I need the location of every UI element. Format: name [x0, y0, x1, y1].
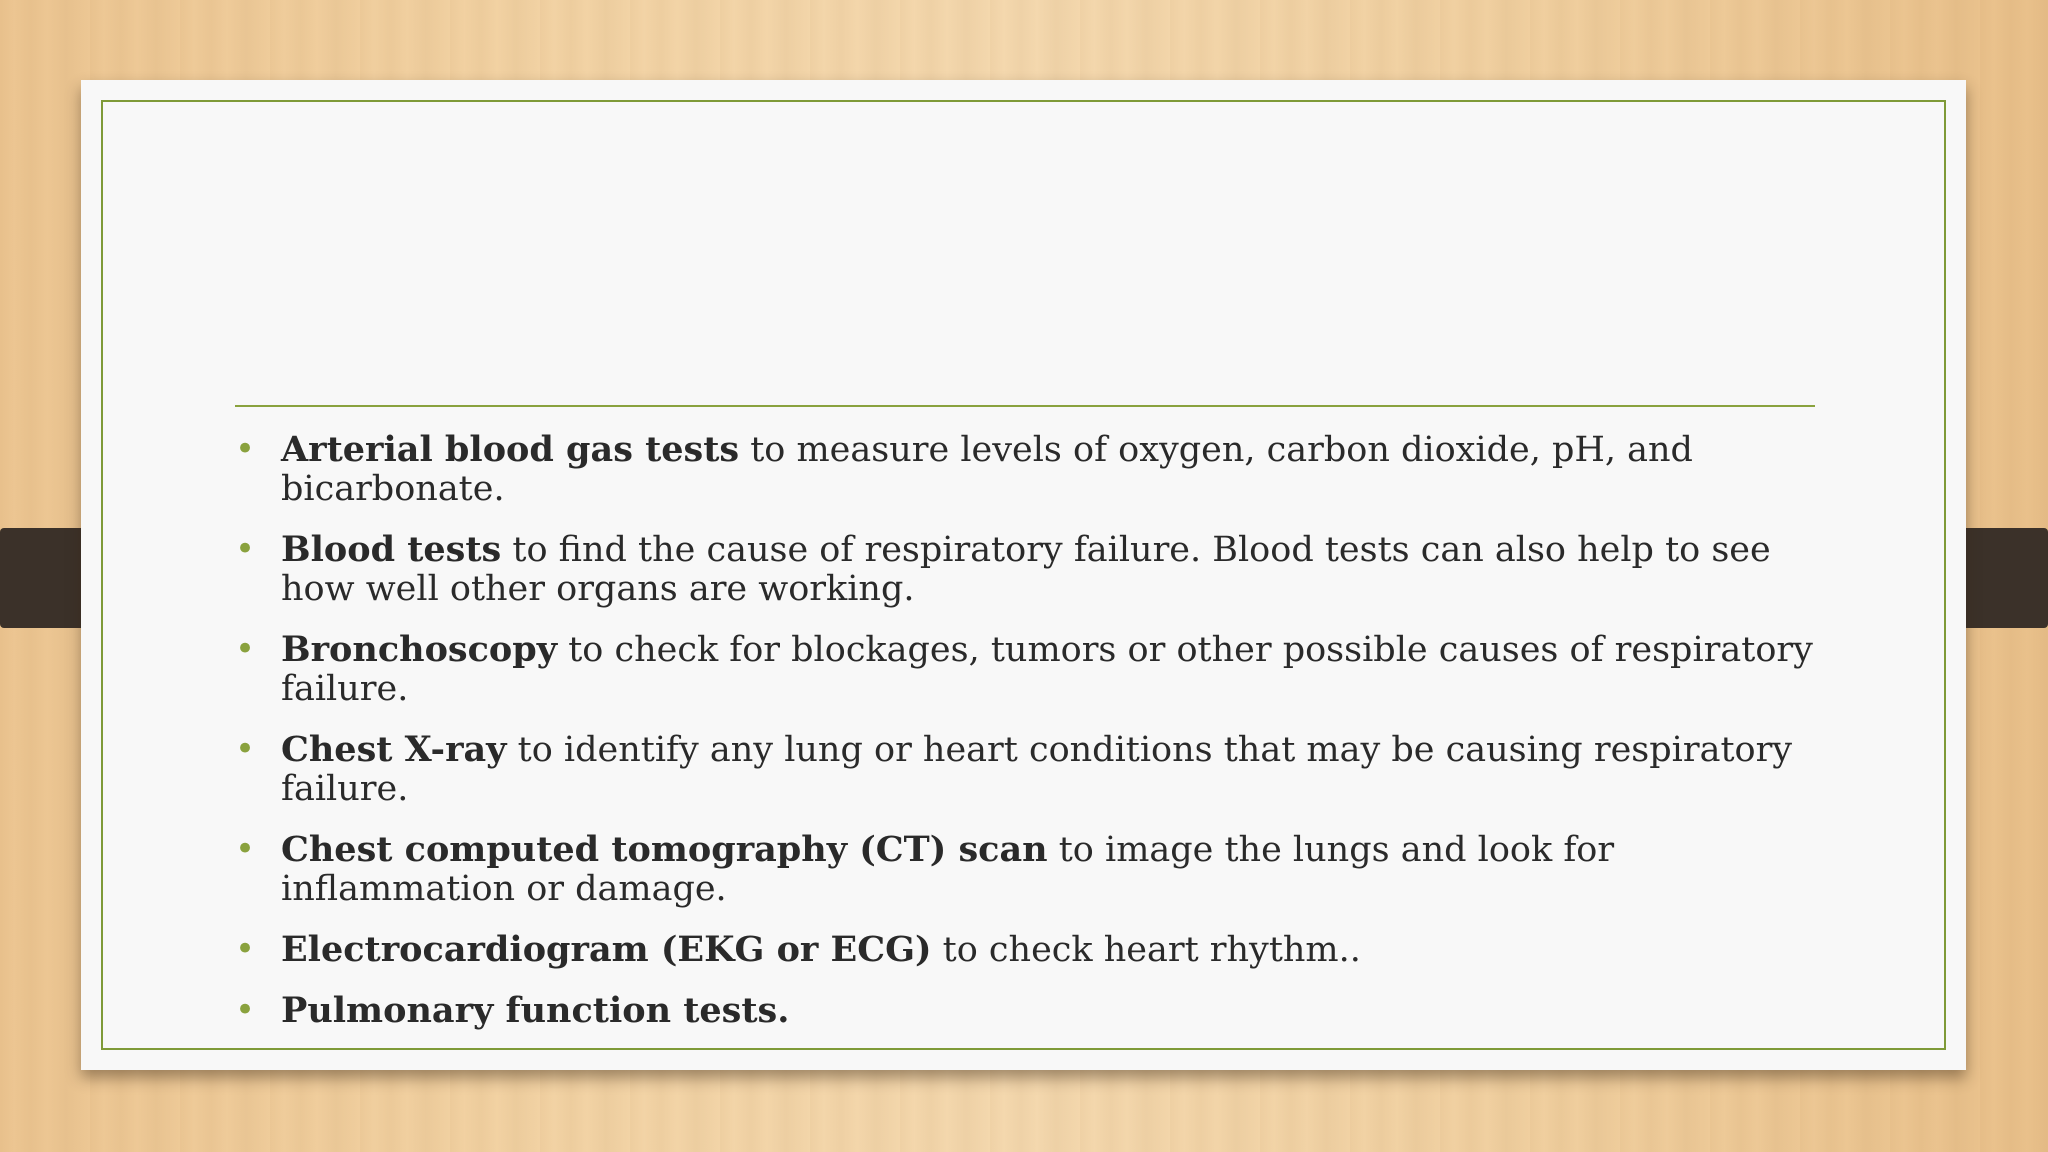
bullet-item: [235, 530, 1815, 609]
bullet-text: to check heart rhythm..: [931, 930, 1361, 970]
bullet-term: Blood tests: [281, 529, 502, 570]
bullet-dot-icon: •: [235, 829, 256, 869]
bullet-item: [235, 930, 1815, 970]
bullet-text: to find the cause of respiratory failure. Blood tests can also help to see how well other organs are working.: [281, 530, 1771, 609]
bullet-item: [235, 630, 1815, 709]
bullet-dot-icon: •: [235, 729, 256, 769]
bullet-item: [235, 830, 1815, 909]
bullet-item: [235, 991, 1815, 1031]
bullet-term: Chest computed tomography (CT) scan: [281, 829, 1048, 870]
bullet-text: to image the lungs and look for inflammation or damage.: [281, 830, 1615, 909]
bullet-list: [235, 430, 1815, 1052]
bullet-term: Arterial blood gas tests: [281, 429, 740, 470]
bullet-text: to measure levels of oxygen, carbon dioxide, pH, and bicarbonate.: [281, 430, 1693, 509]
bullet-dot-icon: •: [235, 990, 256, 1030]
bullet-item: [235, 430, 1815, 509]
title-divider-line: [235, 405, 1815, 407]
bullet-term: Electrocardiogram (EKG or ECG): [281, 929, 932, 970]
bullet-item: [235, 730, 1815, 809]
bullet-term: Chest X-ray: [281, 729, 507, 770]
bullet-dot-icon: •: [235, 929, 256, 969]
bullet-dot-icon: •: [235, 429, 256, 469]
bullet-text: to identify any lung or heart conditions that may be causing respiratory failure.: [281, 730, 1793, 809]
bullet-text: to check for blockages, tumors or other possible causes of respiratory failure.: [281, 630, 1813, 709]
bullet-dot-icon: •: [235, 529, 256, 569]
bullet-dot-icon: •: [235, 629, 256, 669]
bullet-term: Pulmonary function tests.: [281, 990, 790, 1031]
bullet-term: Bronchoscopy: [281, 629, 558, 670]
slide-card: [81, 80, 1966, 1070]
